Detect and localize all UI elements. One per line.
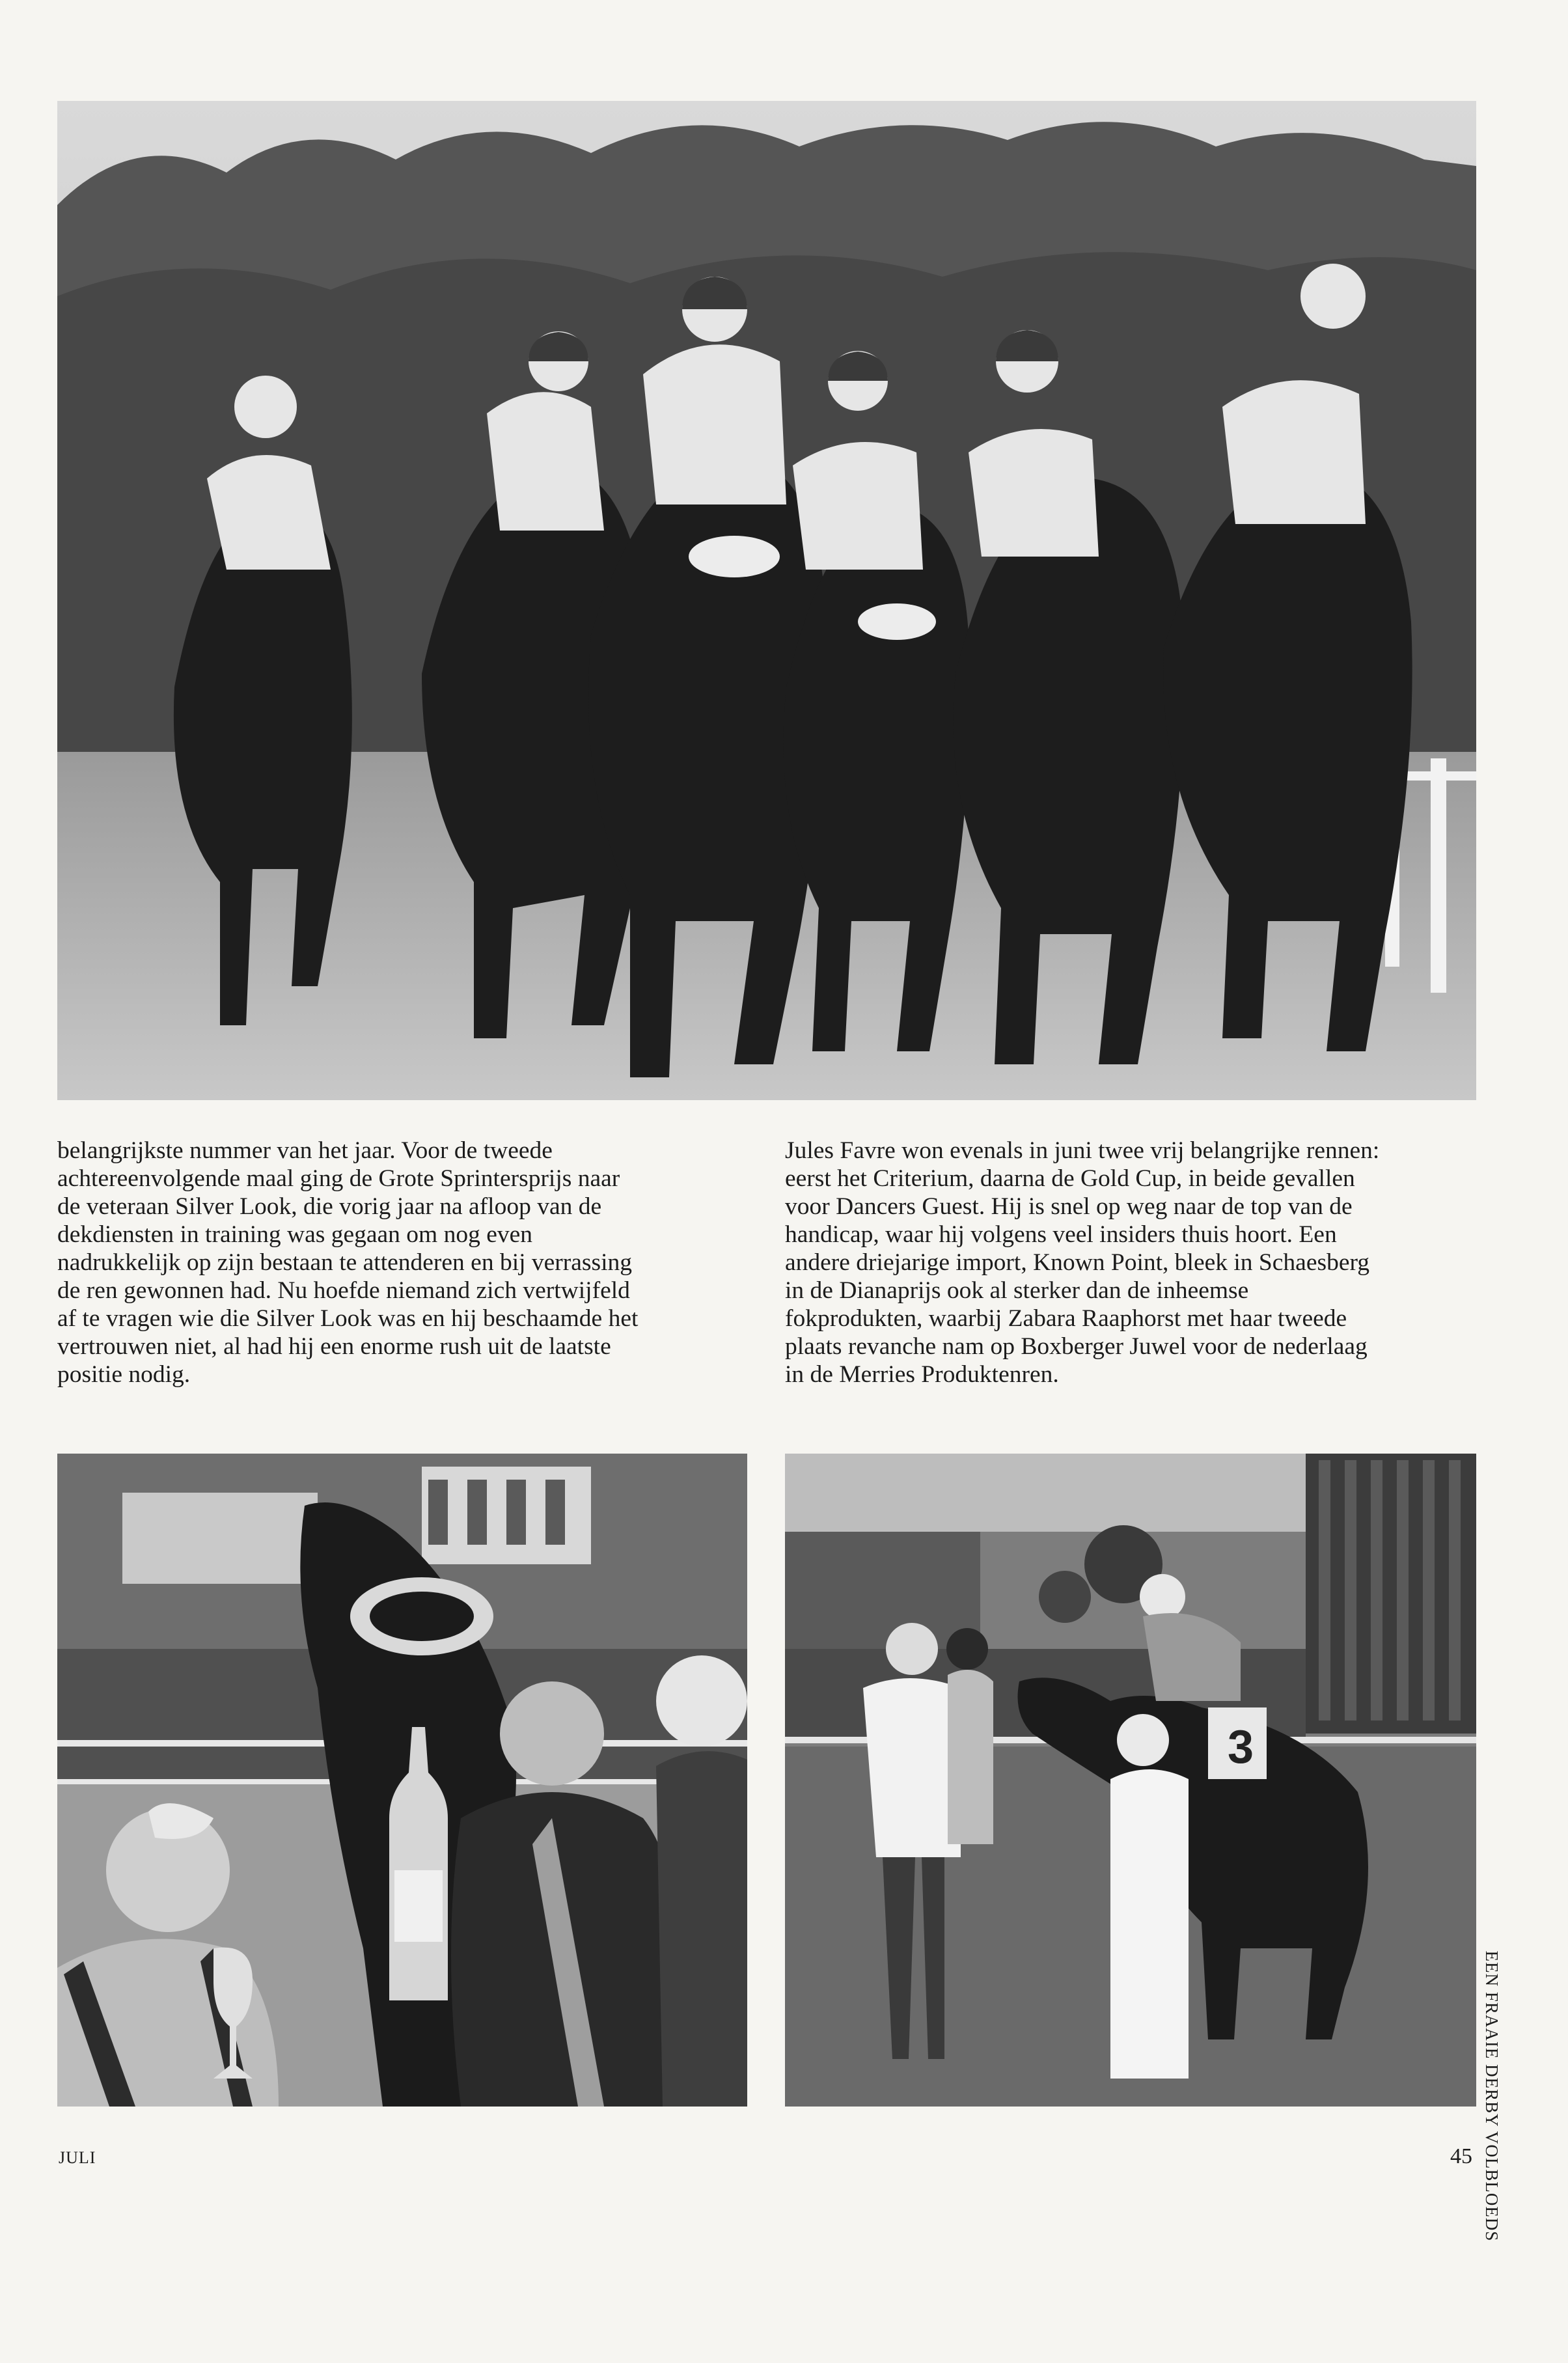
text-line: andere driejarige import, Known Point, bleek in Schaesberg bbox=[785, 1249, 1370, 1276]
text-line: vertrouwen niet, al had hij een enorme rush uit de laatste bbox=[57, 1333, 611, 1360]
winner-presentation-illustration bbox=[57, 1454, 747, 2107]
text-line: Jules Favre won evenals in juni twee vrij belangrijke rennen: bbox=[785, 1137, 1380, 1164]
winner-presentation-photo bbox=[57, 1454, 747, 2107]
text-line: de veteraan Silver Look, die vorig jaar na afloop van de bbox=[57, 1193, 602, 1220]
article-column-right bbox=[785, 1137, 1449, 1389]
text-line: in de Dianaprijs ook al sterker dan de inheemse bbox=[785, 1277, 1249, 1304]
running-title: EEN FRAAIE DERBY VOLBLOEDS bbox=[1482, 1950, 1502, 2242]
text-line: belangrijkste nummer van het jaar. Voor de tweede bbox=[57, 1137, 553, 1164]
article-column-left bbox=[57, 1137, 721, 1389]
text-line: achtereenvolgende maal ging de Grote Sprintersprijs naar bbox=[57, 1165, 620, 1192]
saddle-number: 3 bbox=[1228, 1721, 1254, 1773]
page-number: 45 bbox=[1450, 2144, 1472, 2168]
text-line: voor Dancers Guest. Hij is snel op weg naar de top van de bbox=[785, 1193, 1353, 1220]
text-line: dekdiensten in training was gegaan om nog even bbox=[57, 1221, 533, 1248]
text-line: plaats revanche nam op Boxberger Juwel voor de nederlaag bbox=[785, 1333, 1368, 1360]
footer-month: JULI bbox=[59, 2148, 96, 2167]
text-line: de ren gewonnen had. Nu hoefde niemand zich vertwijfeld bbox=[57, 1277, 630, 1304]
text-line: eerst het Criterium, daarna de Gold Cup, in beide gevallen bbox=[785, 1165, 1355, 1192]
text-line: in de Merries Produktenren. bbox=[785, 1361, 1059, 1388]
race-photo bbox=[57, 101, 1476, 1100]
text-line: positie nodig. bbox=[57, 1361, 191, 1388]
text-line: nadrukkelijk op zijn bestaan te attenderen en bij verrassing bbox=[57, 1249, 633, 1276]
text-line: handicap, waar hij volgens veel insiders thuis hoort. Een bbox=[785, 1221, 1337, 1248]
text-line: af te vragen wie die Silver Look was en hij beschaamde het bbox=[57, 1305, 639, 1332]
text-line: fokprodukten, waarbij Zabara Raaphorst met haar tweede bbox=[785, 1305, 1347, 1332]
winners-circle-photo bbox=[785, 1454, 1476, 2107]
race-photo-illustration bbox=[57, 101, 1476, 1100]
winners-circle-illustration bbox=[785, 1454, 1476, 2107]
